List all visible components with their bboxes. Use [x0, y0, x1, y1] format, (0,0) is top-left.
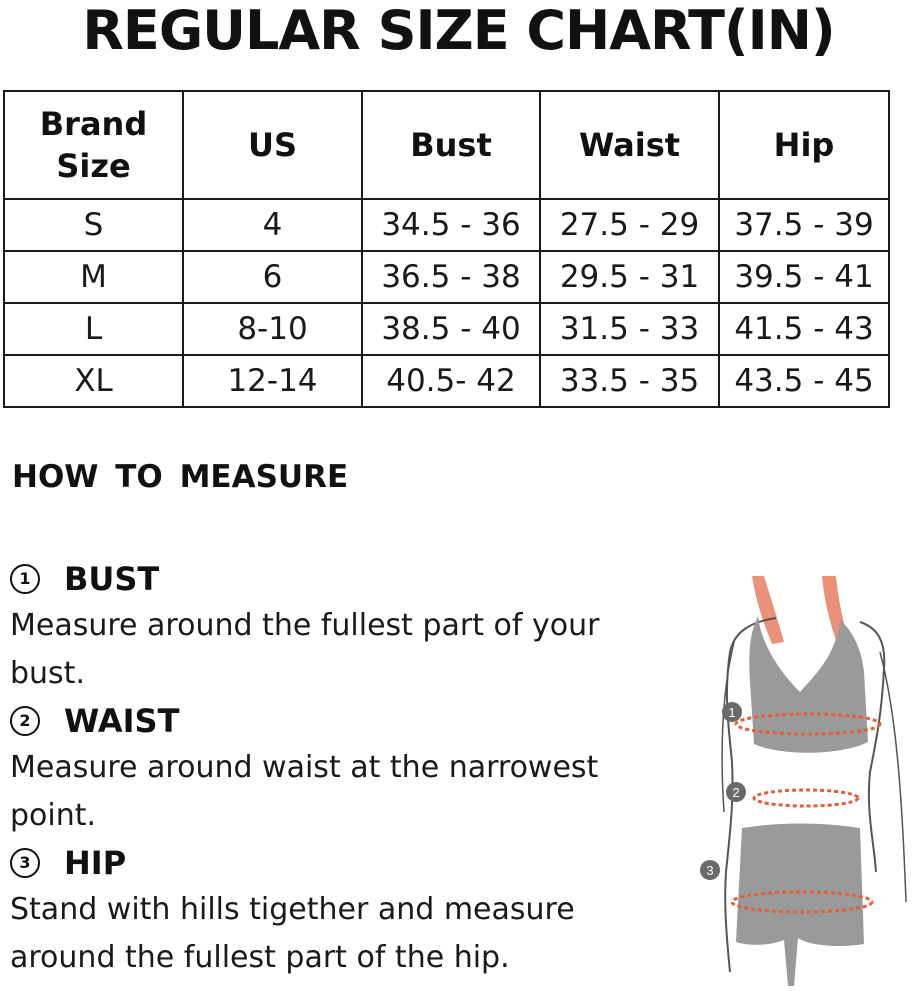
table-header-row [4, 91, 889, 199]
cell-hip: 37.5 - 39 [719, 199, 889, 251]
cell-bust: 40.5- 42 [362, 355, 540, 407]
cell-hip: 41.5 - 43 [719, 303, 889, 355]
cell-hip: 39.5 - 41 [719, 251, 889, 303]
table-row [4, 199, 889, 251]
cell-brand-size: S [4, 199, 183, 251]
cell-bust: 36.5 - 38 [362, 251, 540, 303]
step-bust [10, 556, 670, 698]
cell-bust: 34.5 - 36 [362, 199, 540, 251]
header-us: US [183, 91, 362, 199]
circled-number-icon: 3 [10, 848, 40, 878]
cell-waist: 29.5 - 31 [540, 251, 719, 303]
step-waist [10, 698, 670, 840]
step-heading [10, 556, 670, 602]
step-heading [10, 698, 670, 744]
circled-number-icon: 1 [10, 564, 40, 594]
table-row [4, 355, 889, 407]
waist-tape [754, 790, 858, 806]
body-measurement-illustration [690, 572, 917, 987]
header-bust: Bust [362, 91, 540, 199]
how-to-measure-title: HOW TO MEASURE [12, 459, 349, 495]
marker-2-label: 2 [732, 785, 740, 800]
measure-steps [10, 556, 670, 982]
step-heading [10, 840, 670, 886]
table-row [4, 303, 889, 355]
cell-brand-size: L [4, 303, 183, 355]
marker-1-label: 1 [728, 705, 736, 720]
shorts [736, 824, 864, 987]
cell-us: 8-10 [183, 303, 362, 355]
size-chart-table [3, 90, 890, 408]
cell-brand-size: XL [4, 355, 183, 407]
step-label: HIP [64, 844, 127, 882]
step-label: WAIST [64, 702, 180, 740]
cell-bust: 38.5 - 40 [362, 303, 540, 355]
cell-waist: 31.5 - 33 [540, 303, 719, 355]
marker-3-label: 3 [706, 863, 714, 878]
step-label: BUST [64, 560, 160, 598]
header-waist: Waist [540, 91, 719, 199]
header-hip: Hip [719, 91, 889, 199]
step-text: Stand with hills tigether and measure around the fullest part of the hip. [10, 892, 575, 975]
cell-brand-size: M [4, 251, 183, 303]
cell-waist: 27.5 - 29 [540, 199, 719, 251]
cell-us: 12-14 [183, 355, 362, 407]
table-row [4, 251, 889, 303]
cell-us: 6 [183, 251, 362, 303]
cell-hip: 43.5 - 45 [719, 355, 889, 407]
circled-number-icon: 2 [10, 706, 40, 736]
arm-right [880, 652, 906, 902]
cell-us: 4 [183, 199, 362, 251]
header-brand-size: Brand Size [4, 91, 183, 199]
page-title: REGULAR SIZE CHART(IN) [82, 0, 835, 62]
step-hip [10, 840, 670, 982]
cell-waist: 33.5 - 35 [540, 355, 719, 407]
step-text: Measure around the fullest part of your bust. [10, 608, 600, 691]
step-text: Measure around waist at the narrowest point. [10, 750, 599, 833]
